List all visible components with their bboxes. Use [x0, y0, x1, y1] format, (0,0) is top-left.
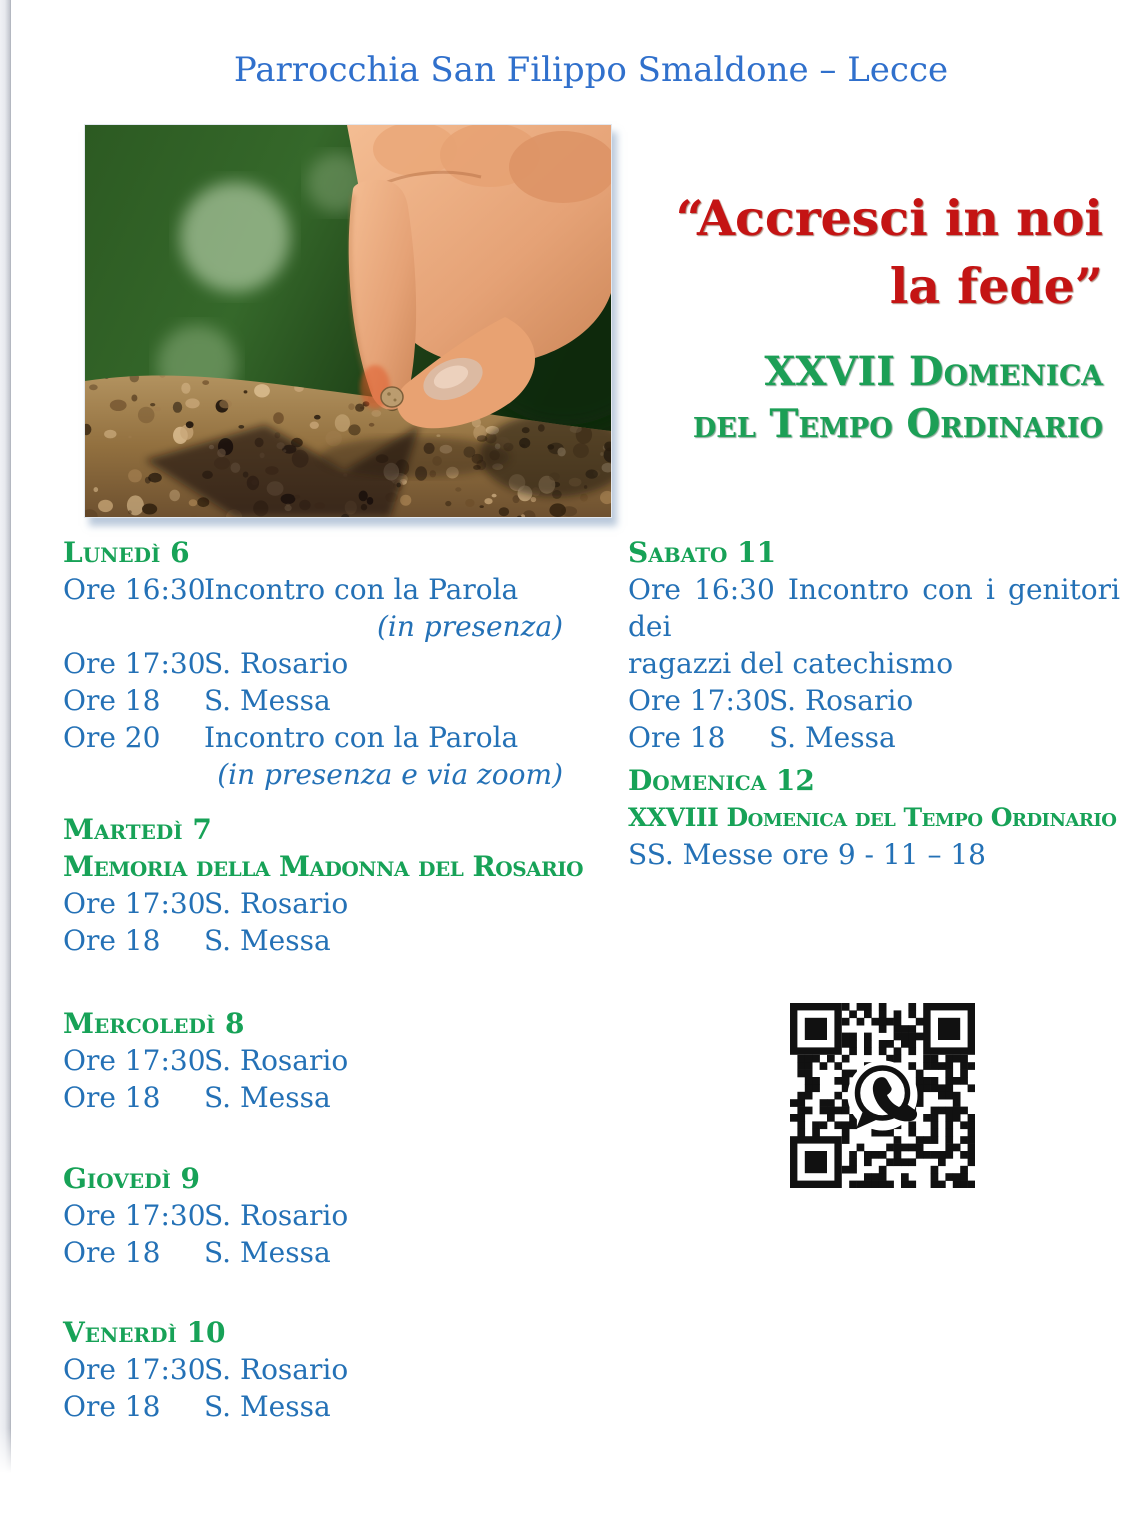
- sunday-title-line-1: XXVII Domenica: [764, 348, 1103, 395]
- event: S. Messa: [769, 721, 896, 754]
- day-subtitle: Memoria della Madonna del Rosario: [63, 850, 584, 883]
- section-mercoledi: [63, 1005, 565, 1116]
- section-venerdi: [63, 1314, 565, 1425]
- time: Ore 17:30: [628, 684, 771, 717]
- event: S. Rosario: [204, 887, 349, 920]
- day-heading: Martedì 7: [63, 813, 212, 846]
- event: S. Messa: [204, 924, 331, 957]
- section-giovedi: [63, 1160, 565, 1271]
- masses-row: SS. Messe ore 9 - 11 – 18: [628, 838, 986, 871]
- day-subtitle: XXVIII Domenica del Tempo Ordinario: [628, 803, 1117, 832]
- event: S. Rosario: [204, 1353, 349, 1386]
- quote-line-2: la fede”: [889, 257, 1103, 315]
- schedule-row: [628, 682, 1120, 719]
- seed-planting-photo: [84, 124, 612, 518]
- event-note: (in presenza): [376, 610, 563, 643]
- event-note: (in presenza e via zoom): [217, 758, 563, 791]
- day-heading: Domenica 12: [628, 764, 815, 797]
- schedule-row: [63, 1351, 565, 1388]
- time: Ore 18: [63, 1236, 161, 1269]
- section-lunedi: [63, 534, 565, 793]
- schedule-row: [63, 682, 565, 719]
- hand-shadow: [320, 437, 510, 477]
- schedule-row: [63, 1388, 565, 1425]
- time: Ore 17:30: [63, 647, 206, 680]
- event: S. Messa: [204, 684, 331, 717]
- day-heading: Giovedì 9: [63, 1162, 201, 1195]
- section-sabato: [628, 534, 1120, 756]
- quote-line-1: “Accresci in noi: [675, 189, 1103, 247]
- schedule-row: [628, 719, 1120, 756]
- schedule-row: [63, 719, 565, 756]
- whatsapp-qr-code: [790, 1003, 975, 1188]
- schedule-row: [63, 922, 603, 959]
- event: S. Messa: [204, 1390, 331, 1423]
- time: Ore 17:30: [63, 1353, 206, 1386]
- time: Ore 18: [63, 924, 161, 957]
- event: S. Rosario: [204, 1044, 349, 1077]
- event: S. Rosario: [769, 684, 914, 717]
- page-edge-strip: [0, 0, 11, 1478]
- time: Ore 17:30: [63, 1044, 206, 1077]
- day-heading: Lunedì 6: [63, 536, 190, 569]
- seed: [381, 387, 403, 407]
- section-martedi: [63, 811, 603, 959]
- schedule-row: [63, 1234, 565, 1271]
- schedule-row: [63, 1042, 565, 1079]
- event: S. Rosario: [204, 1199, 349, 1232]
- time: Ore 18: [63, 1081, 161, 1114]
- event: S. Rosario: [204, 647, 349, 680]
- seed-planting-illustration: [85, 125, 611, 517]
- day-heading: Venerdì 10: [63, 1316, 226, 1349]
- day-heading: Mercoledì 8: [63, 1007, 245, 1040]
- page-title: Parrocchia San Filippo Smaldone – Lecce: [233, 50, 949, 90]
- schedule-row: Ore 16:30 Incontro con i genitori dei: [628, 573, 1120, 643]
- event: S. Messa: [204, 1081, 331, 1114]
- schedule-row: [63, 645, 565, 682]
- schedule-row: [63, 1197, 565, 1234]
- time: Ore 17:30: [63, 1199, 206, 1232]
- time: Ore 18: [63, 684, 161, 717]
- event: Incontro con la Parola: [204, 573, 519, 606]
- schedule-row: [63, 885, 603, 922]
- bokeh-highlight: [180, 182, 290, 292]
- sunday-title-line-2: del Tempo Ordinario: [692, 401, 1103, 447]
- event: Incontro con la Parola: [204, 721, 519, 754]
- event: S. Messa: [204, 1236, 331, 1269]
- time: Ore 17:30: [63, 887, 206, 920]
- time: Ore 18: [63, 1390, 161, 1423]
- schedule-row: [63, 1079, 565, 1116]
- banner: [676, 184, 1103, 450]
- schedule-row: [63, 571, 565, 608]
- day-heading: Sabato 11: [628, 536, 777, 569]
- time: Ore 20: [63, 721, 161, 754]
- time: Ore 18: [628, 721, 726, 754]
- time: Ore 16:30: [63, 573, 206, 606]
- section-domenica: [628, 762, 1145, 873]
- schedule-row-continued: ragazzi del catechismo: [628, 647, 954, 680]
